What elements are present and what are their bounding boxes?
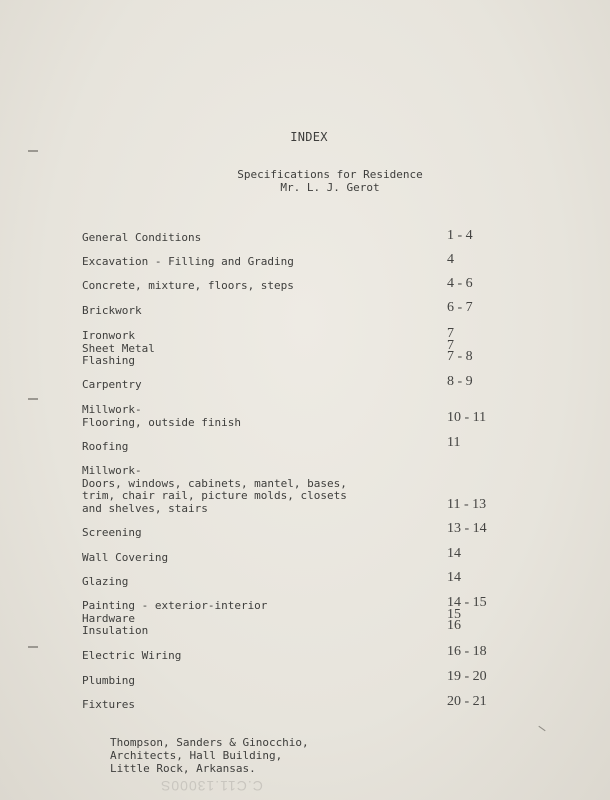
index-entry-label: Excavation - Filling and Grading xyxy=(82,255,294,268)
index-entry-pages: 4 - 6 xyxy=(447,276,473,291)
index-entry-label: Electric Wiring xyxy=(82,649,182,662)
subtitle xyxy=(220,168,440,194)
index-entry-pages: 14 xyxy=(447,570,461,585)
index-entry-label: Ironwork Sheet Metal Flashing xyxy=(82,329,155,367)
subtitle-line-2: Mr. L. J. Gerot xyxy=(280,181,380,194)
pencil-mark xyxy=(538,726,545,731)
index-entry-label: Millwork- Flooring, outside finish xyxy=(82,403,241,429)
index-entry-pages: 1 - 4 xyxy=(447,228,473,243)
index-entry-label: Glazing xyxy=(82,575,129,588)
index-entry-label: Roofing xyxy=(82,440,129,453)
index-entry-label: Painting - exterior-interior Hardware Insulation xyxy=(82,599,268,637)
subtitle-line-1: Specifications for Residence xyxy=(237,168,423,181)
archive-stamp: C.C11.13000S xyxy=(160,778,263,794)
index-entry-label: General Conditions xyxy=(82,231,202,244)
index-entry-label: Wall Covering xyxy=(82,551,169,564)
index-entry-pages: 7 7 7 - 8 xyxy=(447,326,473,364)
index-entry-label: Millwork- Doors, windows, cabinets, mantel, bases, trim, chair rail, picture molds, closets and shelves, stairs xyxy=(82,464,347,515)
index-entry-pages: 11 xyxy=(447,435,461,450)
page-title: INDEX xyxy=(290,130,328,144)
index-entry-pages: 8 - 9 xyxy=(447,374,473,389)
index-entry-pages: 4 xyxy=(447,252,454,267)
index-entry-pages: 13 - 14 xyxy=(447,521,487,536)
index-entry-label: Plumbing xyxy=(82,674,135,687)
index-entry-label: Screening xyxy=(82,526,142,539)
index-entry-pages: 6 - 7 xyxy=(447,300,473,315)
architect-footer: Thompson, Sanders & Ginocchio, Architects, Hall Building, Little Rock, Arkansas. xyxy=(110,736,309,775)
index-entry-pages: 14 xyxy=(447,546,461,561)
index-entry-pages: 20 - 21 xyxy=(447,694,487,709)
index-entry-label: Fixtures xyxy=(82,698,135,711)
index-entry-pages: 16 - 18 xyxy=(447,644,487,659)
index-entry-pages: 11 - 13 xyxy=(447,497,487,512)
index-entry-pages: 19 - 20 xyxy=(447,669,487,684)
punch-mark xyxy=(28,150,38,152)
index-entry-pages: 14 - 15 15 16 xyxy=(447,595,487,633)
index-entry-label: Carpentry xyxy=(82,378,142,391)
punch-mark xyxy=(28,398,38,400)
index-entry-label: Concrete, mixture, floors, steps xyxy=(82,279,294,292)
punch-mark xyxy=(28,646,38,648)
index-entry-label: Brickwork xyxy=(82,304,142,317)
index-entry-pages: 10 - 11 xyxy=(447,410,487,425)
